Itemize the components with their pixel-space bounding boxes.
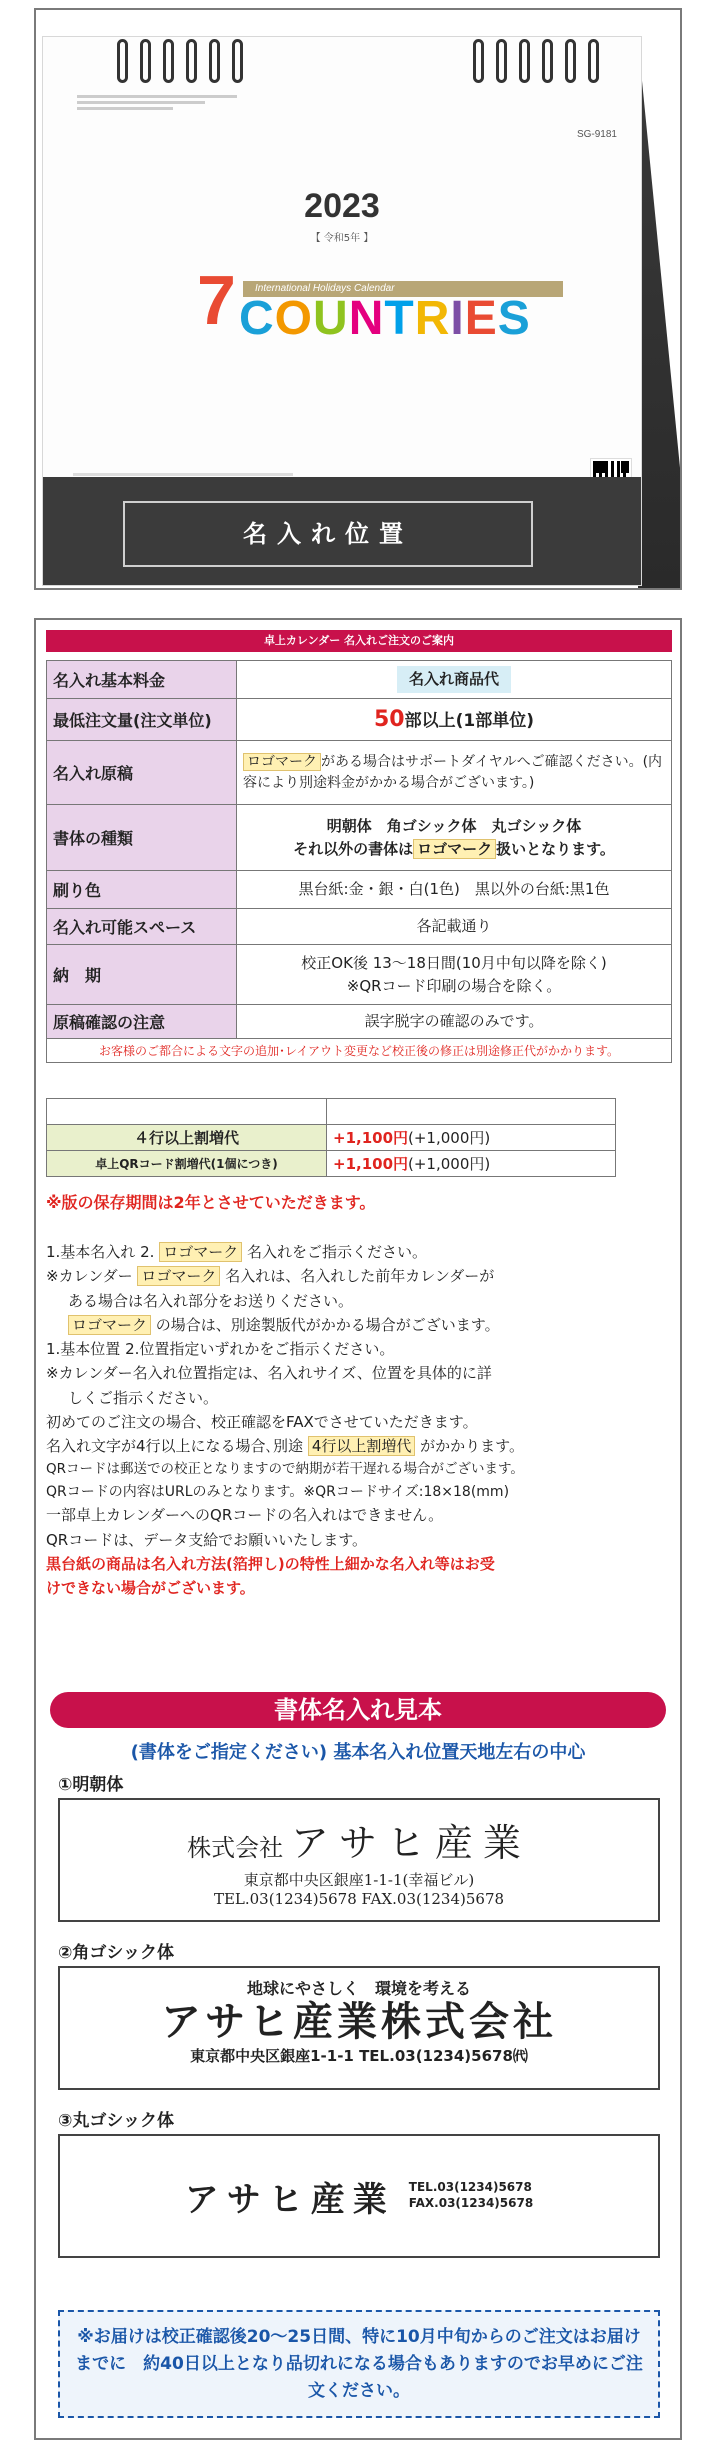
sample-kaku-address: 東京都中央区銀座1-1-1 TEL.03(1234)5678㈹	[190, 2047, 528, 2065]
instruction-warning: けできない場合がございます。	[46, 1579, 255, 1598]
instruction-text: 1.基本名入れ 2.	[46, 1243, 155, 1261]
instruction-text: QRコードは郵送での校正となりますので納期が若干遅れる場合がございます。	[46, 1460, 524, 1477]
table-row	[47, 909, 672, 945]
fee-label: 卓上QRコード割増代(1個につき)	[47, 1151, 327, 1177]
fee-value: +1,100円	[333, 1155, 409, 1173]
value-delivery-line1: 校正OK後 13～18日間(10月中旬以降を除く)	[301, 954, 607, 972]
fee-label: ４行以上割増代	[47, 1125, 327, 1151]
delivery-note: ※お届けは校正確認後20～25日間、特に10月中旬からのご注文はお届けまでに 約40日以上となり品切れになる場合もありますのでお早めにご注文ください。	[58, 2310, 660, 2418]
instruction-text: ある場合は名入れ部分をお送りください。	[68, 1291, 354, 1310]
sample-mincho-tel: TEL.03(1234)5678 FAX.03(1234)5678	[213, 1890, 505, 1908]
logo-mark-tag: ロゴマーク	[243, 753, 321, 771]
table-row	[47, 699, 672, 741]
surcharge-tag: 4行以上割増代	[308, 1436, 416, 1456]
value-delivery-line2: ※QRコード印刷の場合を除く。	[346, 976, 562, 995]
sample-kaku-box	[58, 1966, 660, 2090]
calendar-fine-print	[77, 95, 237, 110]
calendar-countries-title	[239, 292, 531, 345]
instruction-text: QRコードの内容はURLのみとなります。※QRコードサイズ:18×18(mm)	[46, 1483, 510, 1500]
font-samples-subtitle: (書体をご指定ください) 基本名入れ位置天地左右の中心	[130, 1742, 586, 1763]
sample-mincho-address: 東京都中央区銀座1-1-1(幸福ビル)	[243, 1871, 475, 1889]
instruction-warning: 黒台紙の商品は名入れ方法(箔押し)の特性上細かな名入れ等はお受	[46, 1554, 495, 1573]
surcharge-table	[46, 1098, 616, 1177]
instruction-text: 名入れは、名入れした前年カレンダーが	[225, 1267, 495, 1286]
label-manuscript: 名入れ原稿	[47, 741, 237, 805]
calendar-product-image	[34, 8, 682, 590]
value-font-line2a: それ以外の書体は	[293, 839, 414, 858]
value-proof: 誤字脱字の確認のみです。	[237, 1005, 672, 1039]
calendar-subtitle: International Holidays Calendar	[243, 281, 563, 297]
countries-letter: N	[348, 292, 385, 345]
sample-maru-label: ③丸ゴシック体	[58, 2111, 175, 2131]
fee-value: +1,100円	[333, 1129, 409, 1147]
panel-header: 卓上カレンダー 名入れご注文のご案内	[46, 630, 672, 652]
instruction-text: 1.基本位置 2.位置指定いずれかをご指示ください。	[46, 1340, 395, 1359]
instruction-text: の場合は、別途製版代がかかる場合がございます。	[155, 1315, 500, 1334]
value-ink: 黒台紙:金・銀・白(1色) 黒以外の台紙:黒1色	[237, 871, 672, 909]
table-row	[47, 1151, 616, 1177]
sample-maru-tel: TEL.03(1234)5678	[408, 2180, 532, 2195]
sample-mincho-box	[58, 1798, 660, 1922]
sample-mincho-prefix: 株式会社	[187, 1834, 284, 1862]
value-font-line2b: 扱いとなります。	[496, 839, 615, 858]
table-row	[47, 661, 672, 699]
instruction-text: ※カレンダー名入れ位置指定は、名入れサイズ、位置を具体的に詳	[46, 1364, 492, 1383]
countries-letter: R	[414, 292, 451, 345]
value-base-fee: 名入れ商品代	[397, 666, 511, 693]
instruction-text: 一部卓上カレンダーへのQRコードの名入れはできません。	[46, 1506, 444, 1525]
sample-mincho-name: アサヒ産業	[290, 1821, 531, 1865]
value-space: 各記載通り	[237, 909, 672, 945]
countries-letter: I	[450, 292, 465, 345]
sample-maru-box	[58, 2134, 660, 2258]
countries-letter: S	[497, 292, 531, 345]
value-min-order-text: 部以上(1部単位)	[404, 711, 534, 731]
table-row	[47, 1039, 672, 1063]
countries-letter: C	[239, 292, 275, 345]
calendar-seven: 7	[197, 261, 236, 339]
sample-mincho-label: ①明朝体	[58, 1775, 124, 1795]
instruction-text: QRコードは、データ支給でお願いいたします。	[46, 1530, 368, 1549]
product-code: SG-9181	[576, 129, 617, 140]
sample-maru-fax: FAX.03(1234)5678	[408, 2196, 534, 2210]
calendar-body	[42, 36, 642, 586]
table-row	[47, 805, 672, 871]
countries-letter: T	[384, 292, 415, 345]
value-min-order-number: 50	[374, 707, 405, 732]
instruction-text: がかかります。	[420, 1437, 524, 1456]
countries-letter: O	[274, 292, 314, 345]
sample-kaku-label: ②角ゴシック体	[58, 1943, 175, 1963]
instructions	[46, 1240, 672, 1600]
fee-tax: (+1,000円)	[408, 1155, 491, 1173]
calendar-stand	[638, 40, 682, 590]
instruction-text: 名入れをご指示ください。	[246, 1243, 427, 1261]
table-row	[47, 1005, 672, 1039]
modification-note: お客様のご都合による文字の追加･レイアウト変更など校正後の修正は別途修正代がかかります。	[47, 1039, 672, 1063]
retention-note: ※版の保存期間は2年とさせていただきます。	[46, 1193, 376, 1212]
calendar-era: 【 令和5年 】	[310, 233, 374, 244]
font-samples-banner: 書体名入れ見本	[50, 1692, 666, 1728]
instruction-text: 初めてのご注文の場合、校正確認をFAXでさせていただきます。	[46, 1413, 478, 1432]
name-imprint-position: 名入れ位置	[123, 501, 533, 567]
instruction-text: しくご指示ください。	[68, 1388, 219, 1407]
binding-rings-left	[117, 39, 243, 83]
binding-rings-right	[473, 39, 599, 83]
countries-letter: U	[313, 292, 349, 345]
label-ink: 刷り色	[47, 871, 237, 909]
sample-kaku-name: アサヒ産業株式会社	[161, 1999, 557, 2045]
logo-mark-tag: ロゴマーク	[413, 839, 496, 859]
label-proof: 原稿確認の注意	[47, 1005, 237, 1039]
table-row	[47, 871, 672, 909]
sample-maru-name: アサヒ産業	[184, 2179, 395, 2220]
table-row	[47, 1125, 616, 1151]
calendar-year: 2023	[304, 187, 380, 225]
instruction-text: 名入れ文字が4行以上になる場合､別途	[46, 1437, 304, 1456]
table-row	[47, 945, 672, 1005]
sample-kaku-slogan: 地球にやさしく 環境を考える	[246, 1979, 471, 1998]
value-font-line1: 明朝体 角ゴシック体 丸ゴシック体	[326, 817, 582, 835]
table-row	[47, 741, 672, 805]
value-manuscript: がある場合はサポートダイヤルへご確認ください。(内容により別途料金がかかる場合がございます。)	[243, 753, 663, 791]
calendar-base	[43, 477, 641, 585]
label-space: 名入れ可能スペース	[47, 909, 237, 945]
order-info-table	[46, 660, 672, 1063]
countries-letter: E	[464, 292, 498, 345]
label-min-order: 最低注文量(注文単位)	[47, 699, 237, 741]
label-base-fee: 名入れ基本料金	[47, 661, 237, 699]
instruction-text: ※カレンダー	[46, 1267, 133, 1286]
label-font: 書体の種類	[47, 805, 237, 871]
logo-mark-tag: ロゴマーク	[159, 1242, 242, 1262]
order-info-panel	[34, 618, 682, 2440]
logo-mark-tag: ロゴマーク	[137, 1266, 220, 1286]
label-delivery: 納 期	[47, 945, 237, 1005]
fee-tax: (+1,000円)	[408, 1129, 491, 1147]
logo-mark-tag: ロゴマーク	[68, 1315, 151, 1335]
